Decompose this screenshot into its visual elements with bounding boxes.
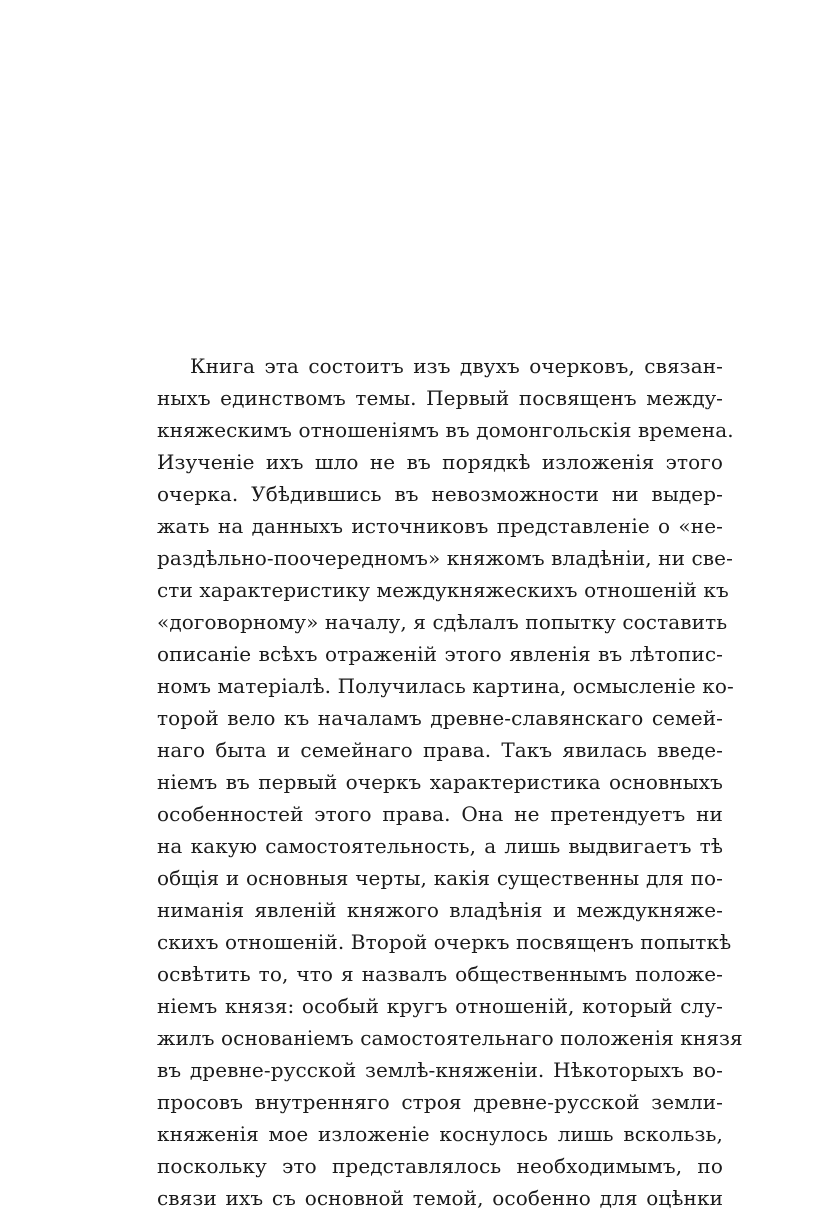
text-line: ныхъ единствомъ темы. Первый посвященъ междy- [157, 386, 723, 410]
text-line: особенностей этого права. Она не претендуетъ ни [157, 802, 723, 826]
text-line: на какую самостоятельность, а лишь выдвигаетъ тѣ [157, 834, 723, 858]
text-line: жилъ основаніемъ самостоятельнаго положенія князя [157, 1026, 743, 1050]
text-line: княжескимъ отношеніямъ въ домонгольскія времена. [157, 418, 734, 442]
text-line: ніемъ князя: особый кругъ отношеній, который слу- [157, 994, 723, 1018]
text-line: общія и основныя черты, какія существенны для по- [157, 866, 723, 890]
text-line: княженія мое изложеніе коснулось лишь вскользь, [157, 1122, 723, 1146]
text-line: ниманія явленій княжого владѣнія и междукняже- [157, 898, 723, 922]
text-line: номъ матеріалѣ. Получилась картина, осмысленіе ко- [157, 674, 734, 698]
text-line: ніемъ въ первый очеркъ характеристика основныхъ [157, 770, 723, 794]
text-line: Изученіе ихъ шло не въ порядкѣ изложенія этого [157, 450, 723, 474]
text-line: скихъ отношеній. Второй очеркъ посвященъ попыткѣ [157, 930, 732, 954]
text-line: торой вело къ началамъ древне-славянскаго семей- [157, 706, 723, 730]
text-line: освѣтить то, что я назвалъ общественнымъ положе- [157, 962, 723, 986]
text-line: связи ихъ съ основной темой, особенно для оцѣнки [157, 1186, 723, 1210]
text-line: въ древне-русской землѣ-княженіи. Нѣкоторыхъ во- [157, 1058, 723, 1082]
text-line: поскольку это представлялось необходимымъ, по [157, 1154, 723, 1178]
text-line: раздѣльно-поочередномъ» княжомъ владѣніи, ни све- [157, 546, 733, 570]
text-line: описаніе всѣхъ отраженій этого явленія въ лѣтопис- [157, 642, 723, 666]
text-line: очерка. Убѣдившись въ невозможности ни выдер- [157, 482, 723, 506]
text-line: просовъ внутренняго строя древне-русской земли- [157, 1090, 723, 1114]
text-line: жать на данныхъ источниковъ представленіе о «не- [157, 514, 723, 538]
preface-paragraph [157, 350, 743, 1214]
text-line: сти характеристику междукняжескихъ отношеній къ [157, 578, 729, 602]
text-line: Книга эта состоитъ изъ двухъ очерковъ, связан- [190, 354, 723, 378]
text-line: наго быта и семейнаго права. Такъ явилась введе- [157, 738, 723, 762]
text-line: «договорному» началу, я сдѣлалъ попытку составить [157, 610, 728, 634]
